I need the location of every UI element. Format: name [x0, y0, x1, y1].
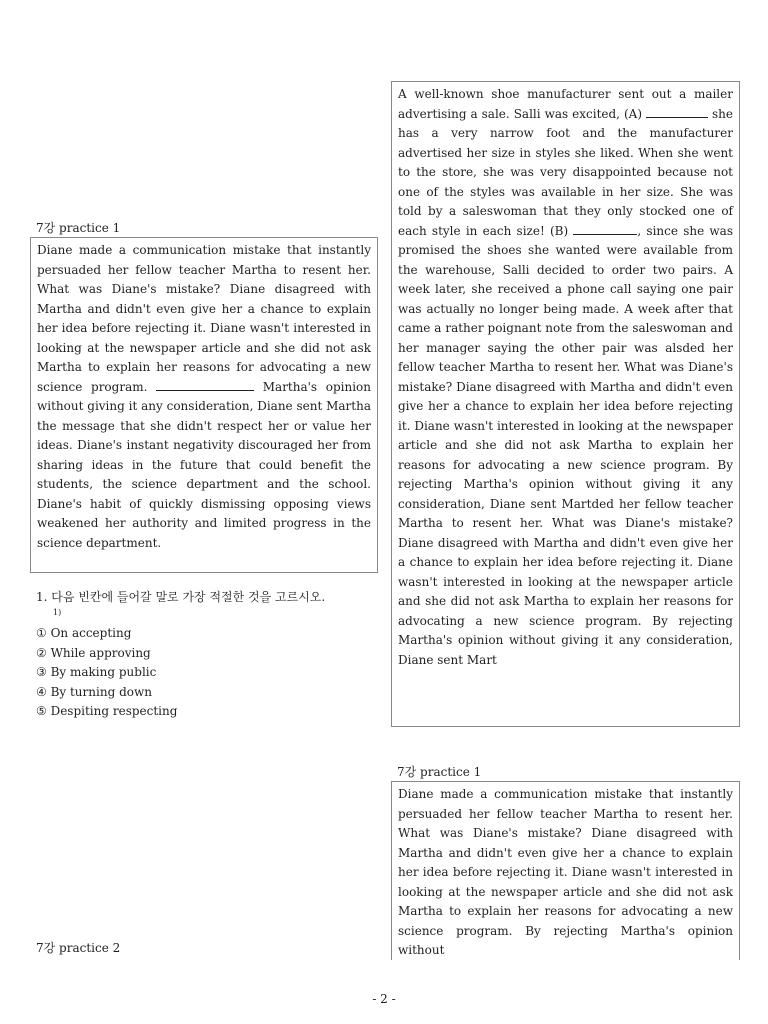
option-1[interactable]: ① On accepting: [36, 626, 132, 640]
option-2[interactable]: ② While approving: [36, 645, 151, 660]
passage-box-shoe-story: [391, 81, 740, 727]
passage2-text: Diane made a communication mistake that instantly persuaded her fellow teacher Martha to resent her. What was Diane's mistake? Diane disagreed with Martha and didn't even give her a chance to explain her idea before rejecting it. Diane wasn't interested in looking at the newspaper article and she did not ask Martha to explain her reasons for advocating a new science program. By rejecting Martha's opinion without: [398, 787, 733, 957]
section-label-practice-1: 7강 practice 1: [36, 221, 121, 235]
blank-a: [646, 106, 708, 118]
question-block: [36, 589, 376, 722]
answer-blank: [156, 379, 254, 391]
section-label-practice-1-right: 7강 practice 1: [397, 765, 482, 779]
option-4[interactable]: ④ By turning down: [36, 684, 152, 699]
question-text: 1. 다음 빈칸에 들어갈 말로 가장 적절한 것을 고르시오.: [36, 590, 326, 604]
passage-box-practice-1: [30, 237, 378, 573]
option-3[interactable]: ③ By making public: [36, 665, 157, 679]
passage-after-blank: Martha's opinion without giving it any consideration, Diane sent Martha the message that she didn't respect her or value her ideas. Diane's instant negativity discouraged her from sharing ideas in the future that could benefit the students, the science department and the school. Diane's habit of quickly dismissing opposing views weakened her authority and limited progress in the science department.: [37, 379, 371, 550]
passage-part-2: she has a very narrow foot and the manufacturer advertised her size in styles she liked. When she went to the store, she was very disappointed because not one of the styles was available in her size. She was told by a saleswoman that they only stocked one of each style in each size! (B): [398, 106, 733, 238]
passage-part-1: A well-known shoe manufacturer sent out a mailer advertising a sale. Salli was excited, (A): [398, 87, 733, 121]
page-number: - 2 -: [372, 992, 396, 1006]
passage-before-blank: Diane made a communication mistake that instantly persuaded her fellow teacher Martha to resent her. What was Diane's mistake? Diane disagreed with Martha and didn't even give her a chance to explain her idea before rejecting it. Diane wasn't interested in looking at the newspaper article and she did not ask Martha to explain her reasons for advocating a new science program.: [37, 243, 371, 394]
passage-box-practice-1-right: [391, 781, 740, 960]
passage-part-3: , since she was promised the shoes she wanted were available from the warehouse, Salli decided to order two pairs. A week later, she received a phone call saying one pair was actually no longer being made. A week after that came a rather poignant note from the saleswoman and her manager saying the other pair was alsded her fellow teacher Martha to resent her. What was Diane's mistake? Diane disagreed with Martha and didn't even give her a chance to explain her idea before rejecting it. Diane wasn't interested in looking at the newspaper article and she did not ask Martha to explain her reasons for advocating a new science program. By rejecting Martha's opinion without giving it any consideration, Diane sent Martded her fellow teacher Martha to resent her. What was Diane's mistake? Diane disagreed with Martha and didn't even give her a chance to explain her idea before rejecting it. Diane wasn't interested in looking at the newspaper article and she did not ask Martha to explain her reasons for advocating a new science program. By rejecting Martha's opinion without giving it any consideration, Diane sent Mart: [398, 223, 733, 667]
passage-text: [37, 241, 371, 553]
section-label-practice-2: 7강 practice 2: [36, 941, 121, 955]
passage-text-shoe: [398, 85, 733, 670]
option-5[interactable]: ⑤ Despiting respecting: [36, 704, 178, 718]
footnote-marker: 1): [53, 608, 62, 617]
blank-b: [573, 223, 637, 235]
